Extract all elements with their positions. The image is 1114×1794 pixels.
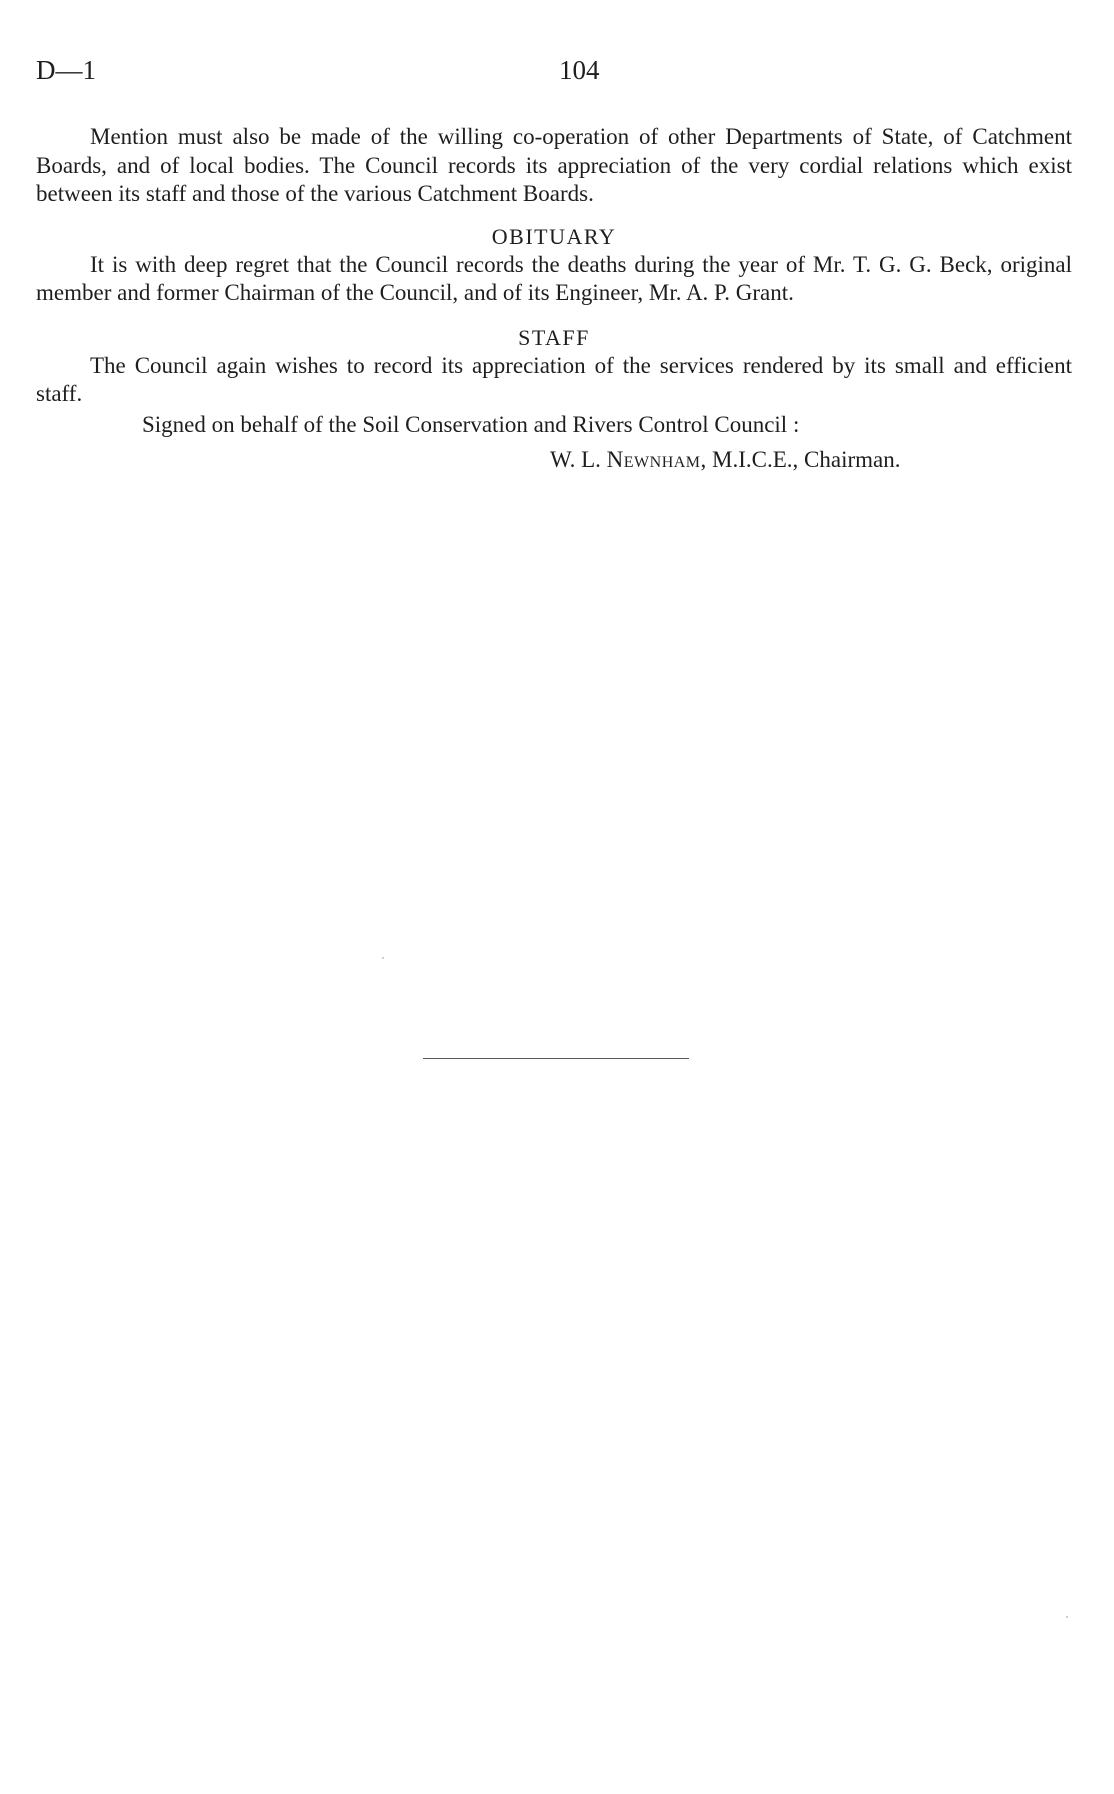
staff-paragraph: The Council again wishes to record its appreciation of the services rendered by its small and efficient staff. (36, 352, 1072, 406)
scan-speck (1066, 1616, 1068, 1618)
signed-line: Signed on behalf of the Soil Conservation and Rivers Control Council : (142, 411, 800, 437)
signature-credentials: , M.I.C.E., Chairman. (700, 447, 901, 472)
end-rule (423, 1058, 689, 1059)
running-head (36, 52, 1072, 88)
scan-speck (382, 957, 384, 959)
obituary-paragraph: It is with deep regret that the Council records the deaths during the year of Mr. T. G. G. Beck, original member and former Chairman of the Council, and of its Engineer, Mr. A. P. Grant. (36, 251, 1072, 305)
page-number: 104 (559, 55, 600, 85)
staff-heading: STAFF (518, 324, 590, 350)
series-code: D—1 (36, 55, 96, 85)
signature-initials: W. L. (550, 447, 607, 472)
body-text (36, 123, 1072, 475)
intro-paragraph: Mention must also be made of the willing co-operation of other Departments of State, of Catchment Boards, and of local bodies. The Council records its appreciation of the very cordial relations which exist between its staff and those of the various Catchment Boards. (36, 124, 1072, 206)
signature-surname: Newnham (606, 447, 701, 472)
signature-line (36, 446, 1072, 475)
obituary-heading: OBITUARY (491, 223, 617, 249)
